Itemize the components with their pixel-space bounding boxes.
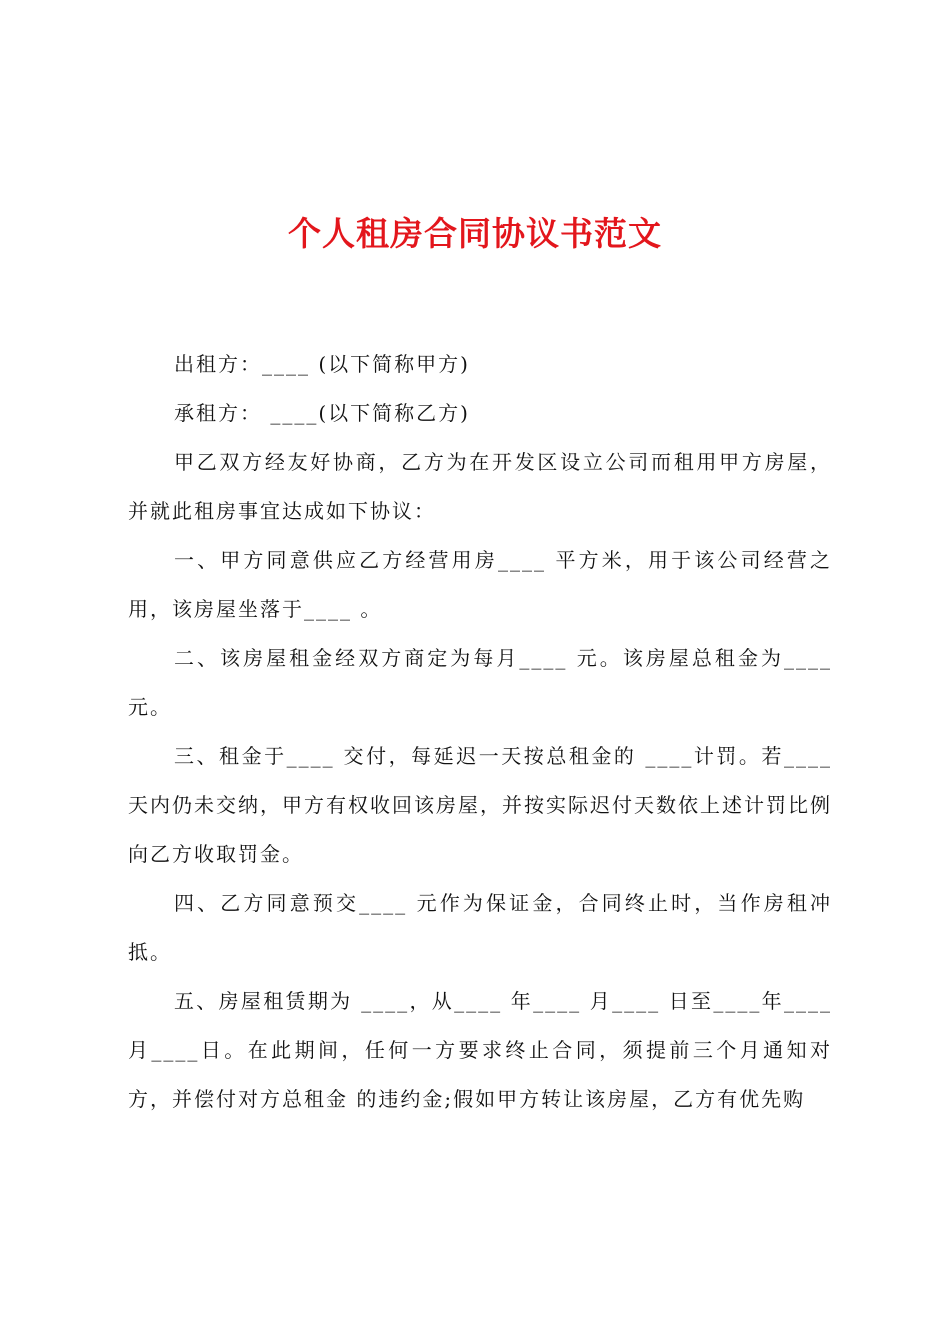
paragraph-clause-3: 三、租金于____ 交付，每延迟一天按总租金的 ____计罚。若____天内仍未交纳，甲方有权收回该房屋，并按实际迟付天数依上述计罚比例向乙方收取罚金。 [128, 744, 832, 866]
paragraph-clause-1: 一、甲方同意供应乙方经营用房____ 平方米，用于该公司经营之用，该房屋坐落于____ 。 [128, 548, 832, 621]
document-title: 个人租房合同协议书范文 [288, 214, 662, 253]
paragraph-lessor: 出租方：____ (以下简称甲方) [174, 352, 470, 376]
paragraph-preamble: 甲乙双方经友好协商，乙方为在开发区设立公司而租用甲方房屋，并就此租房事宜达成如下协议： [128, 450, 832, 523]
paragraph-lessee: 承租方： ____(以下简称乙方) [174, 401, 470, 425]
paragraph-clause-2: 二、该房屋租金经双方商定为每月____ 元。该房屋总租金为____ 元。 [128, 646, 841, 719]
document-body [128, 340, 841, 1124]
paragraph-clause-5: 五、房屋租赁期为 ____，从____ 年____ 月____ 日至____年____月____日。在此期间，任何一方要求终止合同，须提前三个月通知对方，并偿付对方总租金 的违约金;假如甲方转让该房屋，乙方有优先购 [128, 989, 832, 1111]
paragraph-clause-4: 四、乙方同意预交____ 元作为保证金，合同终止时，当作房租冲抵。 [128, 891, 832, 964]
